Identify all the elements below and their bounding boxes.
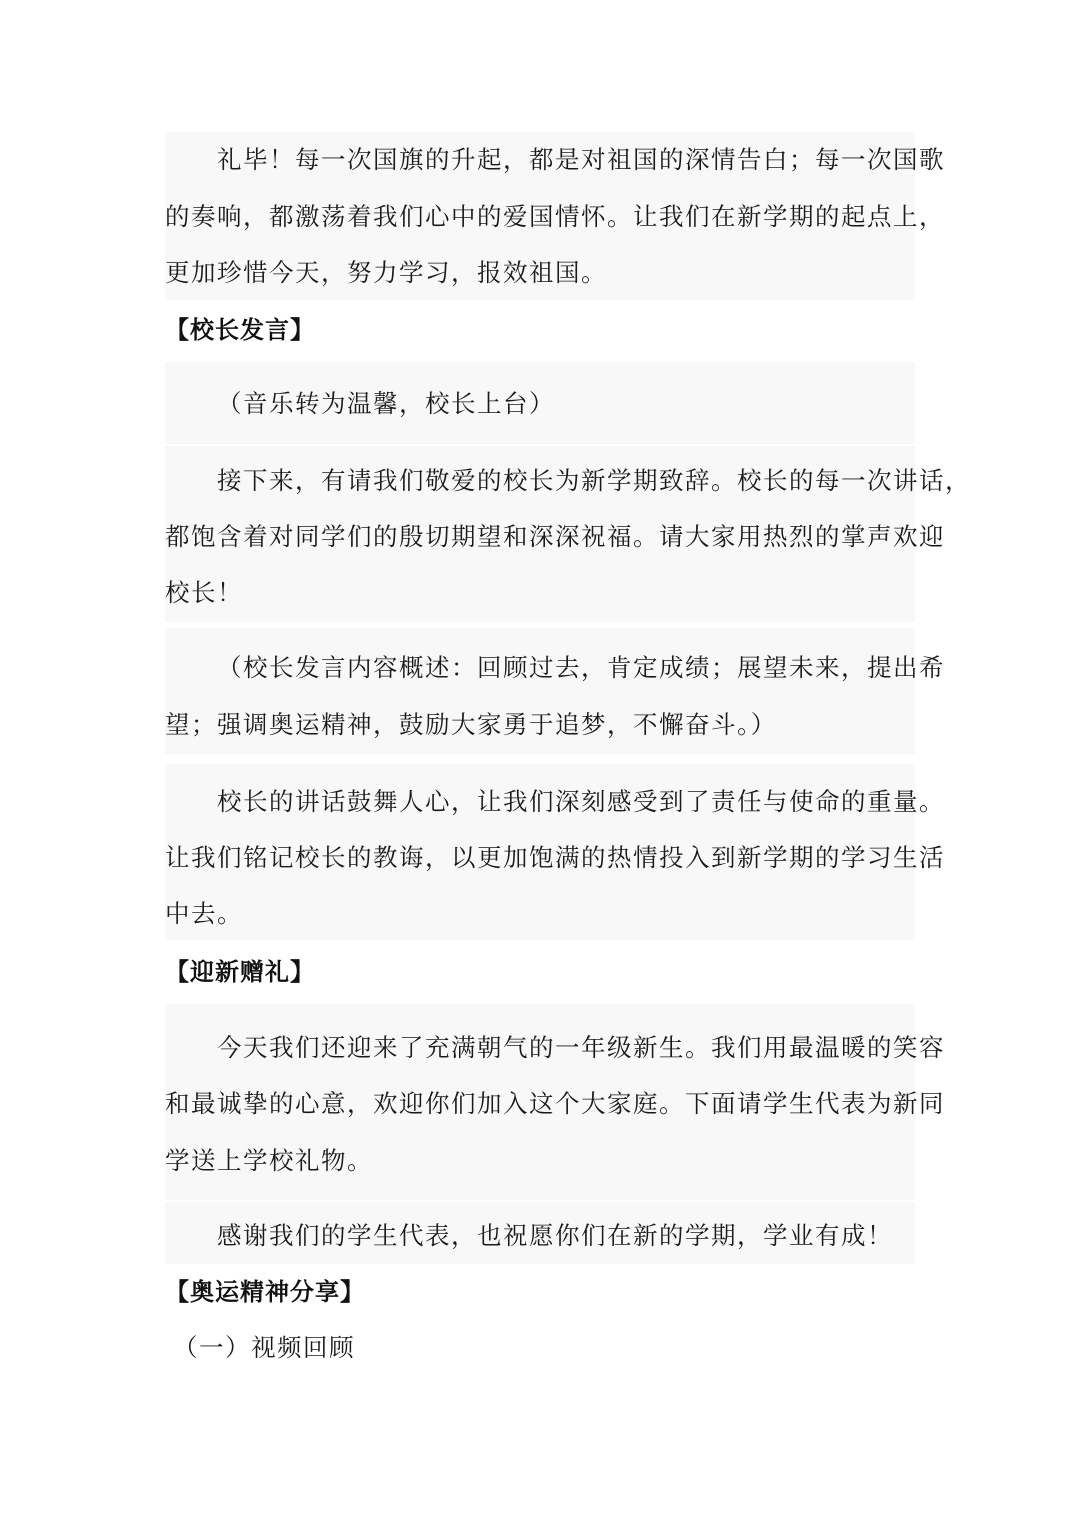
text-line: （校长发言内容概述：回顾过去，肯定成绩；展望未来，提出希 xyxy=(217,653,945,682)
text-line: 更加珍惜今天，努力学习，报效祖国。 xyxy=(165,258,607,287)
text-line: 和最诚挚的心意，欢迎你们加入这个大家庭。下面请学生代表为新同 xyxy=(165,1089,945,1118)
paragraph-flag-ceremony xyxy=(165,132,945,300)
section-heading-principal-speech: 【校长发言】 xyxy=(165,316,315,344)
text-line: 的奏响，都激荡着我们心中的爱国情怀。让我们在新学期的起点上， xyxy=(165,202,945,231)
paragraph-speech-summary xyxy=(165,628,945,754)
section-heading-welcome-gifts: 【迎新赠礼】 xyxy=(165,958,315,986)
text-line: 感谢我们的学生代表，也祝愿你们在新的学期，学业有成！ xyxy=(217,1221,893,1250)
text-line: 学送上学校礼物。 xyxy=(165,1146,373,1175)
subheading-video-review xyxy=(165,1330,915,1370)
paragraph-speech-reflection xyxy=(165,764,945,940)
section-heading-olympic-sharing: 【奥运精神分享】 xyxy=(165,1278,365,1306)
paragraph-new-students xyxy=(165,1004,945,1200)
text-line: 礼毕！每一次国旗的升起，都是对祖国的深情告白；每一次国歌 xyxy=(217,145,945,174)
paragraph-principal-intro xyxy=(165,446,971,622)
text-line: 校长的讲话鼓舞人心，让我们深刻感受到了责任与使命的重量。 xyxy=(217,787,945,816)
text-line: 都饱含着对同学们的殷切期望和深深祝福。请大家用热烈的掌声欢迎 xyxy=(165,522,945,551)
text-line: 校长！ xyxy=(165,578,243,607)
text-line: 让我们铭记校长的教诲，以更加饱满的热情投入到新学期的学习生活 xyxy=(165,843,945,872)
text-line: （音乐转为温馨，校长上台） xyxy=(217,389,555,418)
text-line: （一）视频回顾 xyxy=(173,1333,355,1362)
text-line: 接下来，有请我们敬爱的校长为新学期致辞。校长的每一次讲话， xyxy=(217,466,971,495)
paragraph-stage-direction xyxy=(165,362,915,444)
text-line: 望；强调奥运精神，鼓励大家勇于追梦，不懈奋斗。） xyxy=(165,710,777,739)
text-line: 今天我们还迎来了充满朝气的一年级新生。我们用最温暖的笑容 xyxy=(217,1033,945,1062)
text-line: 中去。 xyxy=(165,899,243,928)
paragraph-thanks xyxy=(165,1202,915,1264)
